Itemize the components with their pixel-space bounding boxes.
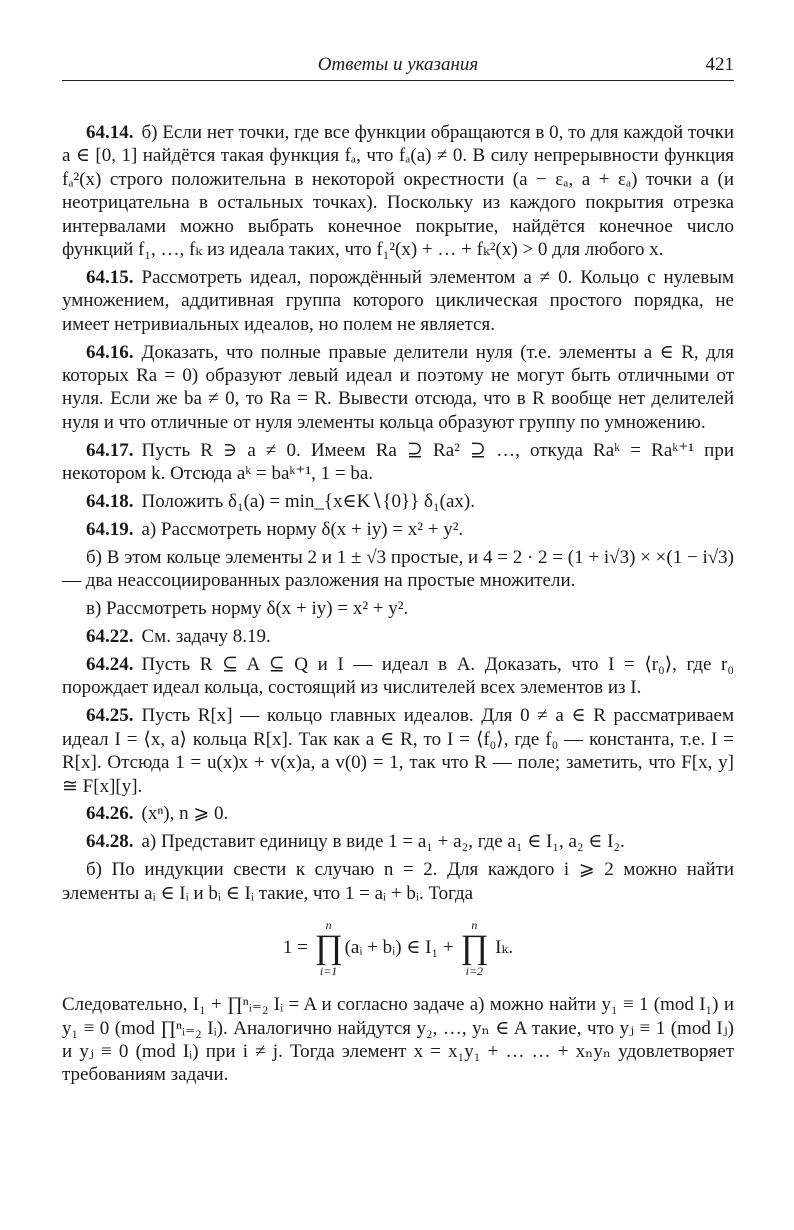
- answer-text: а) Представит единицу в виде 1 = a₁ + a₂, где a₁ ∈ I₁, a₂ ∈ I₂.: [141, 831, 625, 853]
- answer-label: 64.18.: [86, 491, 134, 513]
- answer-label: 64.15.: [86, 266, 134, 288]
- answer-text: б) Если нет точки, где все функции обращаются в 0, то для каждой точки a ∈ [0, 1] найдётся такая функция fₐ, что fₐ(a) ≠ 0. В силу непрерывности функция fₐ²(x) строго положительна в некоторой окрестности (a − εₐ, a + εₐ) точки a (и неотрицательна в остальных точках). Поскольку из каждого покрытия отрезка интервалами можно выбрать конечное покрытие, найдётся конечное число функций f₁, …, fₖ из идеала таких, что f₁²(x) + … + fₖ²(x) > 0 для любого x.: [62, 122, 734, 261]
- product-upper-limit: n: [471, 918, 478, 933]
- answer-text: Положить δ₁(a) = min_{x∈K∖{0}} δ₁(ax).: [141, 491, 475, 513]
- header-title: Ответы и указания: [317, 54, 479, 75]
- answer-label: 64.14.: [86, 122, 134, 143]
- answer-text: См. задачу 8.19.: [141, 626, 271, 648]
- answer-text: Пусть R[x] — кольцо главных идеалов. Для 0 ≠ a ∈ R рассматриваем идеал I = ⟨x, a⟩ кольца R[x]. Так как a ∈ R, то I = ⟨f₀⟩, где f₀ — константа, т.е. I = R[x]. Отсюда 1 = u(x)x + v(x)a, а v(0) = 1, так что R — поле; заметить, что F[x, y] ≅ F[x][y].: [62, 705, 734, 797]
- answer-label: 64.17.: [86, 439, 134, 461]
- answer-64-28b: [62, 858, 734, 905]
- answer-text: Пусть R ∋ a ≠ 0. Имеем Ra ⊇ Ra² ⊇ …, откуда Raᵏ = Raᵏ⁺¹ при некотором k. Отсюда aᵏ = baᵏ⁺¹, 1 = ba.: [62, 439, 734, 485]
- answer-text: а) Рассмотреть норму δ(x + iy) = x² + y².: [141, 519, 464, 540]
- answer-64-26: [62, 802, 734, 825]
- formula-right: Iₖ.: [490, 937, 514, 959]
- final-paragraph: Следовательно, I₁ + ∏ⁿᵢ₌₂ Iᵢ = A и согласно задаче а) можно найти y₁ ≡ 1 (mod I₁) и y₁ ≡ 0 (mod ∏ⁿᵢ₌₂ Iᵢ). Аналогично найдутся y₂, …, yₙ ∈ A такие, что yⱼ ≡ 1 (mod Iⱼ) и yⱼ ≡ 0 (mod Iᵢ) при i ≠ j. Тогда элемент x = x₁y₁ + … … + xₙyₙ удовлетворяет требованиям задачи.: [62, 994, 734, 1086]
- answer-text: Пусть R ⊆ A ⊆ Q и I — идеал в A. Доказать, что I = ⟨r₀⟩, где r₀ порождает идеал кольца, состоящий из числителей всех элементов из I.: [62, 654, 734, 699]
- page-number: 421: [705, 54, 734, 75]
- product-upper-limit: n: [325, 918, 332, 933]
- answer-64-22: [62, 625, 734, 648]
- answer-text: б) В этом кольце элементы 2 и 1 ± √3 простые, и 4 = 2 · 2 = (1 + i√3) × ×(1 − i√3) — два неассоциированных разложения на простые множители.: [62, 546, 734, 592]
- answer-label: 64.25.: [86, 705, 134, 727]
- answer-label: 64.16.: [86, 341, 134, 363]
- answer-64-25: [62, 704, 734, 798]
- answer-64-28a: [62, 830, 734, 853]
- answer-64-19a: [62, 518, 734, 541]
- answer-64-17: [62, 439, 734, 486]
- answer-64-16: [62, 341, 734, 435]
- answer-64-19c: [62, 597, 734, 620]
- answer-text: Рассмотреть идеал, порождённый элементом a ≠ 0. Кольцо с нулевым умножением, аддитивная группа которого циклическая простого порядка, не имеет нетривиальных идеалов, но полем не является.: [62, 266, 734, 335]
- product-symbol: ∏: [314, 929, 343, 967]
- product-operator: [460, 919, 488, 977]
- answer-label: 64.28.: [86, 831, 134, 853]
- answer-text: (xⁿ), n ⩾ 0.: [141, 803, 229, 825]
- display-formula: [62, 919, 734, 977]
- answer-label: 64.19.: [86, 519, 134, 540]
- product-lower-limit: i=2: [465, 964, 484, 979]
- answer-text: Доказать, что полные правые делители нуля (т.е. элементы a ∈ R, для которых Ra = 0) образуют левый идеал и поэтому не могут быть отличными от нуля. Если же ba ≠ 0, то Ra = R. Вывести отсюда, что в R вообще нет делителей нуля и что отличные от нуля элементы кольца образуют группу по умножению.: [62, 341, 734, 433]
- answer-label: 64.24.: [86, 654, 134, 676]
- answer-text: б) По индукции свести к случаю n = 2. Для каждого i ⩾ 2 можно найти элементы aᵢ ∈ Iᵢ и bᵢ ∈ Iᵢ такие, что 1 = aᵢ + bᵢ. Тогда: [62, 859, 734, 904]
- running-header: [62, 52, 734, 81]
- page-body: [62, 121, 734, 1091]
- formula-middle: (aᵢ + bᵢ) ∈ I₁ +: [344, 937, 459, 959]
- answer-64-14: [62, 121, 734, 261]
- answer-64-19b: [62, 546, 734, 593]
- product-symbol: ∏: [460, 929, 489, 967]
- answer-label: 64.22.: [86, 626, 134, 648]
- answer-64-15: [62, 266, 734, 336]
- answer-64-18: [62, 490, 734, 513]
- answer-64-24: [62, 653, 734, 700]
- answer-label: 64.26.: [86, 803, 134, 825]
- answer-text: в) Рассмотреть норму δ(x + iy) = x² + y².: [86, 598, 409, 620]
- product-lower-limit: i=1: [319, 964, 338, 979]
- product-operator: [315, 919, 343, 977]
- formula-left: 1 =: [282, 937, 313, 959]
